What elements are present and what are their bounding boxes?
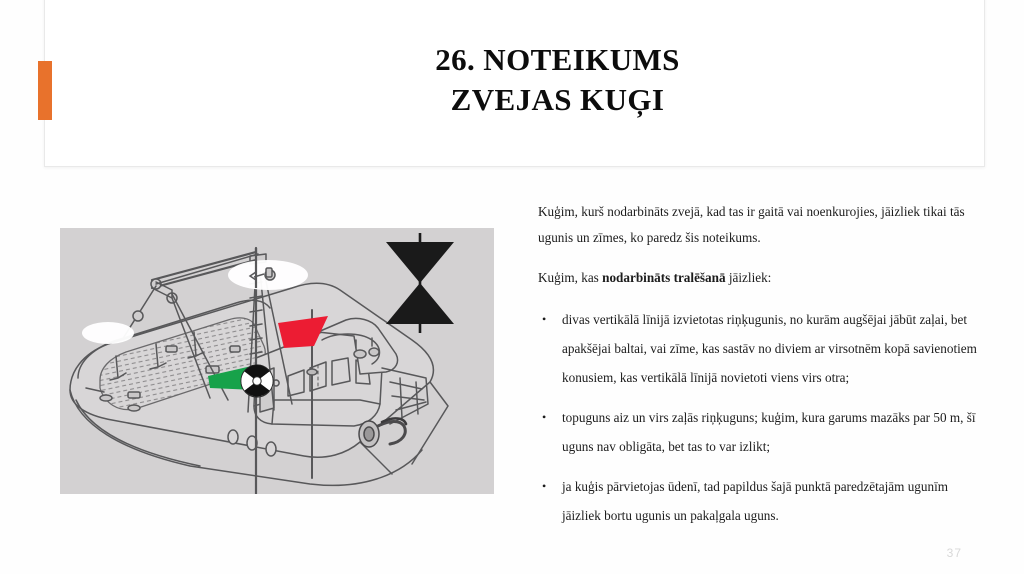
trawler-diagram-svg (60, 228, 494, 494)
page-number: 37 (946, 546, 962, 560)
fishing-trawler-illustration (60, 228, 494, 494)
body-text-column (538, 199, 984, 541)
list-item: • divas vertikālā līnijā izvietotas riņķugunis, no kurām augšējai jābūt zaļai, bet apakšējai baltai, vai zīme, kas sastāv no diviem ar virsotnēm kopā savienotiem konusiem, kas vertikālā līnijā novietoti viens virs otra; (538, 305, 984, 392)
requirements-list (538, 305, 984, 530)
page-title-line-1: 26. NOTEIKUMS (435, 42, 680, 77)
list-item: • ja kuģis pārvietojas ūdenī, tad papildus šajā punktā paredzētajām ugunīm jāizliek bortu ugunis un pakaļgala uguns. (538, 472, 984, 530)
paragraph-trawling-lead (538, 265, 984, 291)
paragraph-trawling-post: jāizliek: (725, 270, 772, 285)
paragraph-trawling-pre: Kuģim, kas (538, 270, 603, 285)
title-card (44, 0, 985, 167)
paragraph-intro: Kuģim, kurš nodarbināts zvejā, kad tas ir gaitā vai noenkurojies, jāizliek tikai tās ugunis un zīmes, ko paredz šis noteikums. (538, 204, 965, 245)
list-item: • topuguns aiz un virs zaļās riņķuguns; kuģim, kura garums mazāks par 50 m, šī uguns nav obligāta, bet tas to var izlikt; (538, 403, 984, 461)
white-light-foredeck (82, 322, 134, 344)
page-title (135, 40, 980, 120)
page-title-line-2: ZVEJAS KUĢI (450, 82, 665, 117)
paragraph-trawling-bold: nodarbināts tralēšanā (602, 270, 726, 285)
all-round-light-lantern (241, 365, 273, 397)
double-cone-day-shape (386, 233, 454, 333)
orange-accent-bar (38, 61, 52, 120)
